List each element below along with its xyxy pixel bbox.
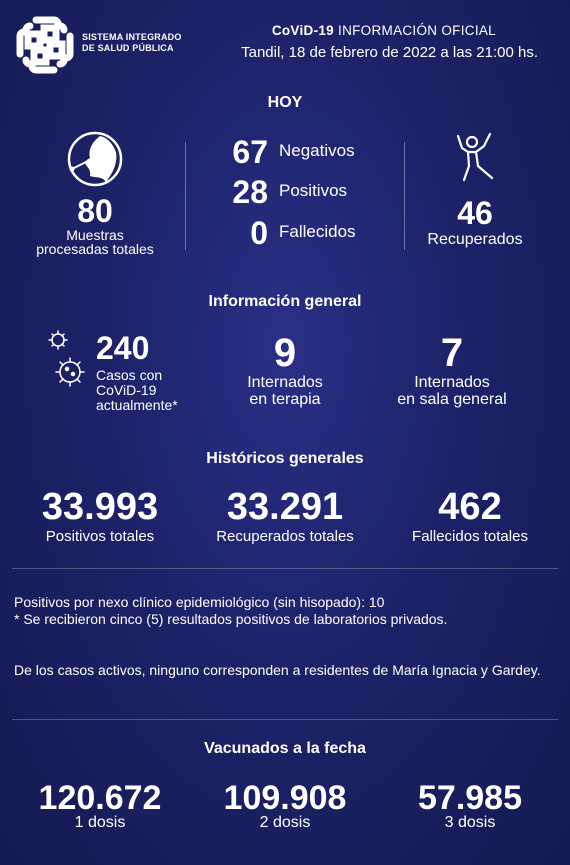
negatives-label: Negativos xyxy=(279,141,355,160)
samples-label-1: Muestras xyxy=(66,227,124,243)
deaths-label: Fallecidos xyxy=(279,222,356,241)
ward-line2: en sala general xyxy=(397,391,507,408)
active-cases-line1: Casos con xyxy=(96,367,163,383)
positives-label: Positivos xyxy=(279,181,348,200)
vaccines-title: Vacunados a la fecha xyxy=(204,740,366,757)
today-title: HOY xyxy=(267,94,303,111)
dose1-label: 1 dosis xyxy=(74,814,126,831)
negatives-value: 67 xyxy=(232,134,268,170)
ward-value: 7 xyxy=(440,331,464,375)
header-title xyxy=(272,23,496,38)
note-clinical-link: Positivos por nexo clínico epidemiológico (sin hisopado): 10 xyxy=(14,594,385,610)
recovered-label: Recuperados xyxy=(427,231,523,248)
positives-value: 28 xyxy=(232,174,268,210)
active-cases-value: 240 xyxy=(96,330,150,366)
samples-value: 80 xyxy=(77,193,113,229)
divider-notes-bottom xyxy=(12,719,558,720)
report-date: Tandil, 18 de febrero de 2022 a las 21:00 hs. xyxy=(241,44,538,61)
ward-line1: Internados xyxy=(414,374,490,391)
header-title-bold: CoViD-19 xyxy=(271,23,334,38)
deaths-value: 0 xyxy=(250,215,268,251)
dose3-label: 3 dosis xyxy=(444,814,496,831)
active-cases-line3: actualmente* xyxy=(96,397,178,413)
divider-notes-top xyxy=(12,568,558,569)
recovered-value: 46 xyxy=(457,195,493,231)
total-recovered-value: 33.291 xyxy=(226,486,344,528)
swab-test-icon xyxy=(66,130,124,188)
total-positives-value: 33.993 xyxy=(41,486,159,528)
person-jumping-icon xyxy=(452,130,502,186)
icu-value: 9 xyxy=(273,331,297,375)
note-active-cases: De los casos activos, ninguno corresponden a residentes de María Ignacia y Gardey. xyxy=(14,662,541,678)
total-deaths-label: Fallecidos totales xyxy=(412,528,528,545)
icu-line1: Internados xyxy=(247,374,323,391)
virus-icon xyxy=(44,328,90,390)
health-cross-logo-icon xyxy=(14,14,76,76)
dose2-label: 2 dosis xyxy=(259,814,311,831)
dose3-value: 57.985 xyxy=(418,779,522,817)
total-deaths-value: 462 xyxy=(438,486,502,528)
dose2-value: 109.908 xyxy=(223,779,347,817)
icu-line2: en terapia xyxy=(249,391,321,408)
divider-left xyxy=(185,142,186,250)
header-title-rest: INFORMACIÓN OFICIAL xyxy=(333,23,496,38)
note-private-labs: * Se recibieron cinco (5) resultados positivos de laboratorios privados. xyxy=(14,611,448,627)
general-title: Información general xyxy=(208,293,362,310)
org-name: SISTEMA INTEGRADO DE SALUD PÚBLICA xyxy=(82,32,182,53)
active-cases-line2: CoViD-19 xyxy=(96,382,157,398)
total-positives-label: Positivos totales xyxy=(45,528,155,545)
samples-label-2: procesadas totales xyxy=(36,241,154,257)
total-recovered-label: Recuperados totales xyxy=(216,528,354,545)
history-title: Históricos generales xyxy=(206,450,364,467)
dose1-value: 120.672 xyxy=(38,779,162,817)
